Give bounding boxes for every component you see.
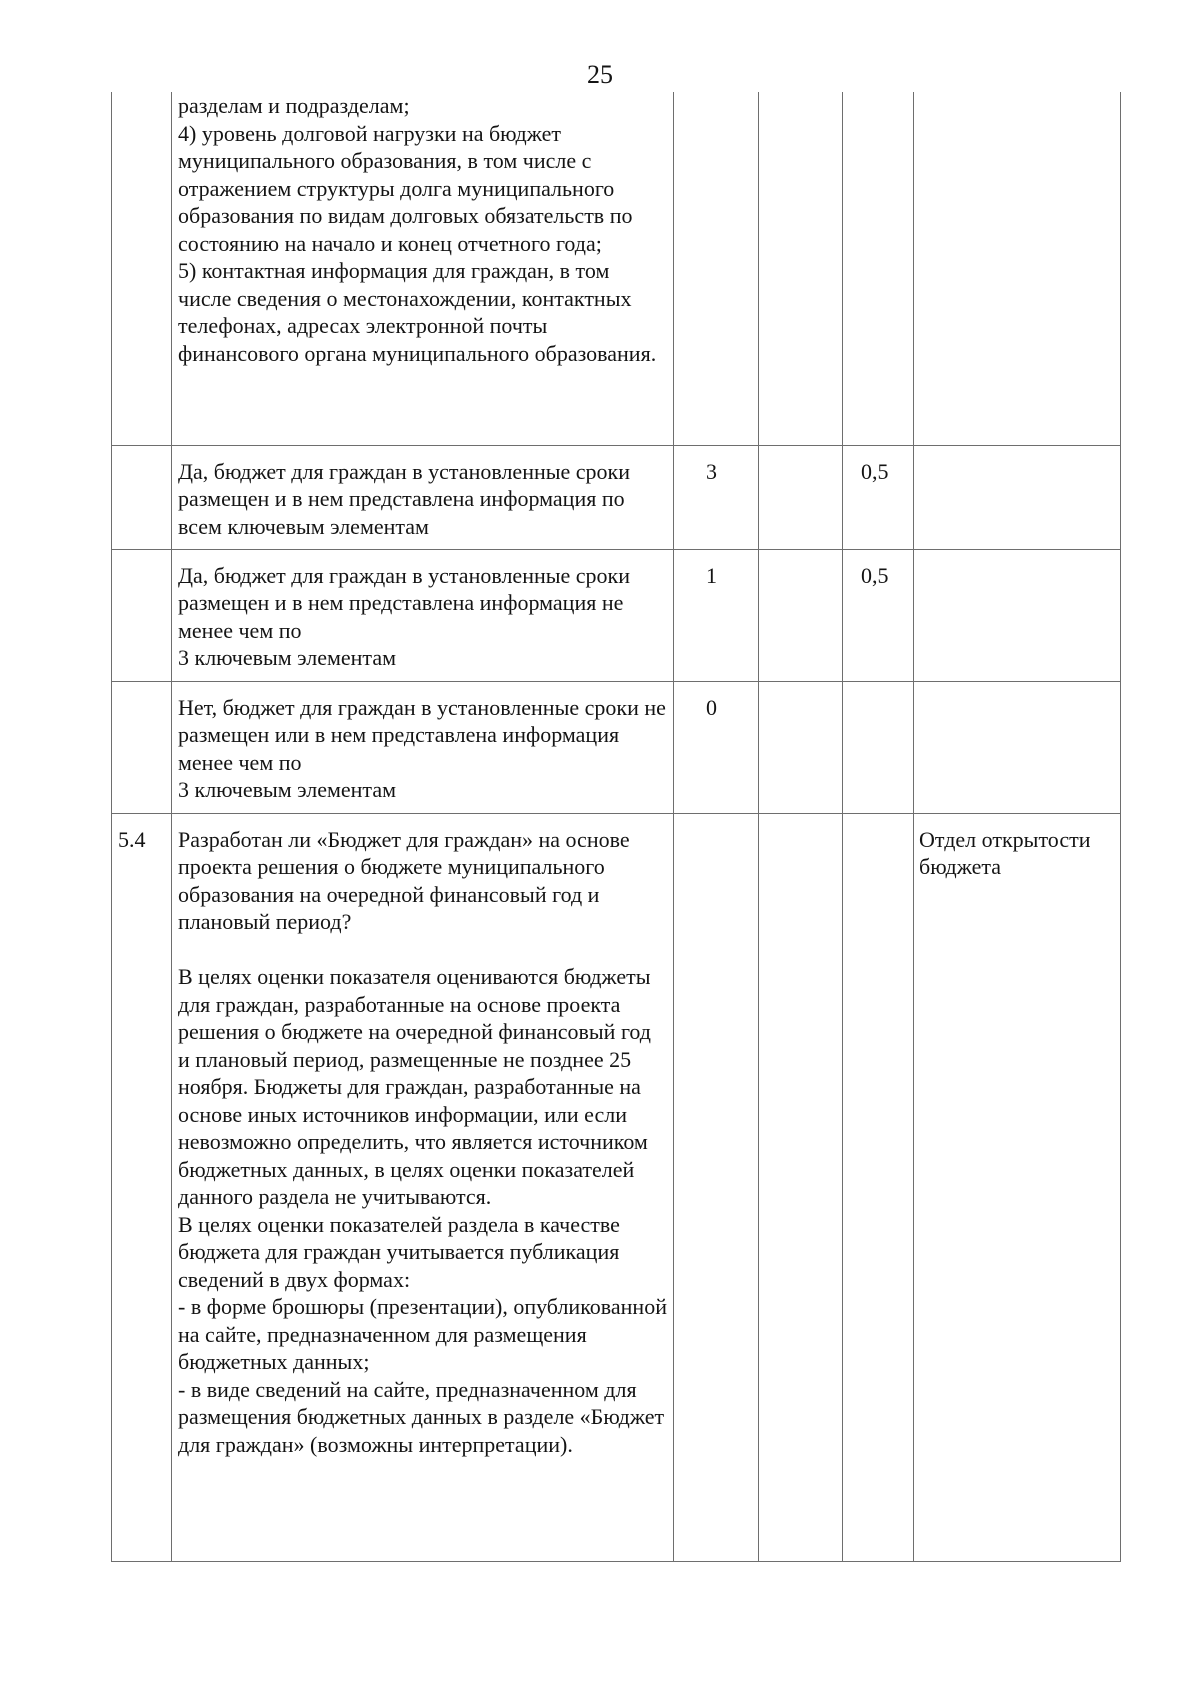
score-cell [674, 92, 759, 445]
weight-cell: 0,5 [843, 445, 914, 549]
score-cell [674, 813, 759, 1561]
department-cell: Отдел открытости бюджета [914, 813, 1121, 1561]
criterion-text-cell: Да, бюджет для граждан в установленные сроки размещен и в нем представлена информация по всем ключевым элементам [172, 445, 674, 549]
criteria-table [111, 92, 1121, 1562]
empty-cell [759, 681, 843, 813]
table-row [112, 549, 1121, 681]
row-number-cell [112, 549, 172, 681]
criterion-text-cell: Разработан ли «Бюджет для граждан» на основе проекта решения о бюджете муниципального образования на очередной финансовый год и плановый период? В целях оценки показателя оцениваются бюджеты для граждан, разработанные на основе проекта решения о бюджете на очередной финансовый год и плановый период, размещенные не позднее 25 ноября. Бюджеты для граждан, разработанные на основе иных источников информации, или если невозможно определить, что является источником бюджетных данных, в целях оценки показателей данного раздела не учитываются. В целях оценки показателей раздела в качестве бюджета для граждан учитывается публикация сведений в двух формах: - в форме брошюры (презентации), опубликованной на сайте, предназначенном для размещения бюджетных данных; - в виде сведений на сайте, предназначенном для размещения бюджетных данных в разделе «Бюджет для граждан» (возможны интерпретации). [172, 813, 674, 1561]
row-number-cell [112, 92, 172, 445]
table-row [112, 92, 1121, 445]
weight-cell: 0,5 [843, 549, 914, 681]
row-number-cell [112, 445, 172, 549]
criterion-text-cell: разделам и подразделам; 4) уровень долговой нагрузки на бюджет муниципального образования, в том числе с отражением структуры долга муниципального образования по видам долговых обязательств по состоянию на начало и конец отчетного года; 5) контактная информация для граждан, в том числе сведения о местонахождении, контактных телефонах, адресах электронной почты финансового органа муниципального образования. [172, 92, 674, 445]
department-cell [914, 445, 1121, 549]
criterion-text-cell: Да, бюджет для граждан в установленные сроки размещен и в нем представлена информация не менее чем по 3 ключевым элементам [172, 549, 674, 681]
criterion-text-cell: Нет, бюджет для граждан в установленные сроки не размещен или в нем представлена информация менее чем по 3 ключевым элементам [172, 681, 674, 813]
empty-cell [759, 445, 843, 549]
page-number: 25 [587, 60, 613, 89]
department-cell [914, 681, 1121, 813]
score-cell: 0 [674, 681, 759, 813]
score-cell: 3 [674, 445, 759, 549]
weight-cell [843, 681, 914, 813]
score-cell: 1 [674, 549, 759, 681]
department-cell [914, 92, 1121, 445]
weight-cell [843, 92, 914, 445]
empty-cell [759, 549, 843, 681]
empty-cell [759, 813, 843, 1561]
row-number-cell [112, 681, 172, 813]
table-row [112, 445, 1121, 549]
empty-cell [759, 92, 843, 445]
weight-cell [843, 813, 914, 1561]
table-row [112, 681, 1121, 813]
row-number-cell: 5.4 [112, 813, 172, 1561]
table-row [112, 813, 1121, 1561]
department-cell [914, 549, 1121, 681]
